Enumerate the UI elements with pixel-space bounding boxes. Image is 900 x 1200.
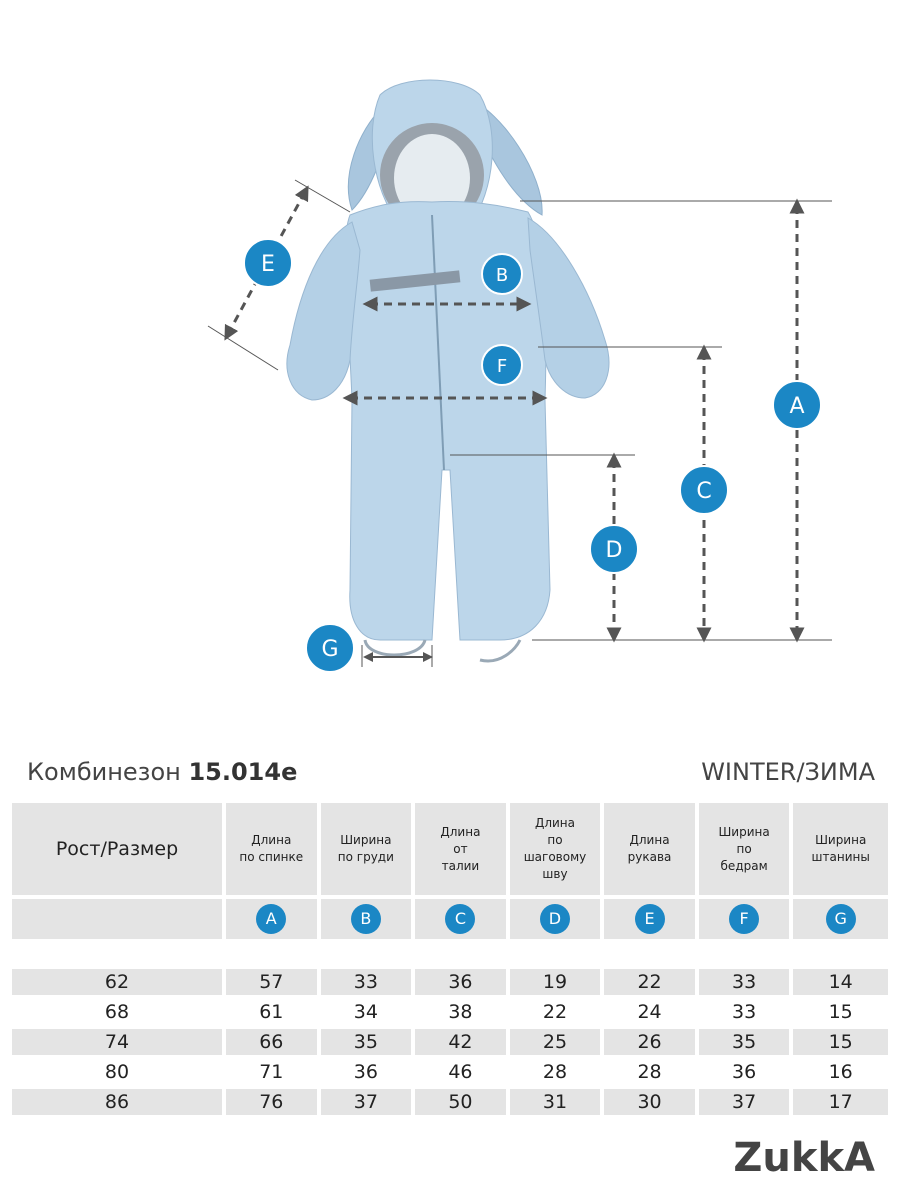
svg-text:A: A: [789, 394, 805, 419]
table-row: 68 61 34 38 22 24 33 15: [12, 995, 888, 1025]
label-e: [244, 239, 292, 287]
svg-text:F: F: [496, 356, 508, 377]
svg-text:G: G: [321, 637, 339, 662]
letter-badge: E: [635, 904, 665, 934]
label-c: [680, 466, 728, 514]
letter-badge: C: [445, 904, 475, 934]
product-title: Комбинезон 15.014e: [27, 758, 298, 786]
table-row: 86 76 37 50 31 30 37 17: [12, 1085, 888, 1115]
letter-badge: F: [729, 904, 759, 934]
letter-badge: G: [826, 904, 856, 934]
size-table: [12, 803, 888, 1115]
column-header: Ширина по бедрам: [699, 803, 794, 895]
label-a: [773, 381, 821, 429]
letter-row: [12, 895, 888, 939]
letter-badge: D: [540, 904, 570, 934]
column-header: Длина от талии: [415, 803, 510, 895]
label-f: [482, 345, 522, 385]
size-header: Рост/Размер: [12, 803, 226, 895]
svg-text:D: D: [605, 538, 623, 563]
season-label: WINTER/ЗИМА: [701, 758, 875, 786]
title-row: [27, 758, 875, 794]
column-header: Длина рукава: [604, 803, 699, 895]
column-header: Длина по спинке: [226, 803, 321, 895]
label-b: [482, 254, 522, 294]
column-header: Ширина штанины: [793, 803, 888, 895]
svg-text:E: E: [261, 252, 275, 277]
letter-badge: B: [351, 904, 381, 934]
column-header: Ширина по груди: [321, 803, 416, 895]
table-row: 62 57 33 36 19 22 33 14: [12, 965, 888, 995]
brand-logo: ZukkA: [733, 1135, 875, 1181]
table-header-row: [12, 803, 888, 895]
label-d: [590, 525, 638, 573]
table-row: 74 66 35 42 25 26 35 15: [12, 1025, 888, 1055]
letter-badge: A: [256, 904, 286, 934]
svg-text:C: C: [696, 479, 712, 504]
column-header: Длина по шаговому шву: [510, 803, 605, 895]
product-model: 15.014e: [188, 758, 298, 786]
jumpsuit-illustration: [287, 80, 609, 661]
table-row: 80 71 36 46 28 28 36 16: [12, 1055, 888, 1085]
label-g: [306, 624, 354, 672]
svg-text:B: B: [495, 265, 509, 286]
